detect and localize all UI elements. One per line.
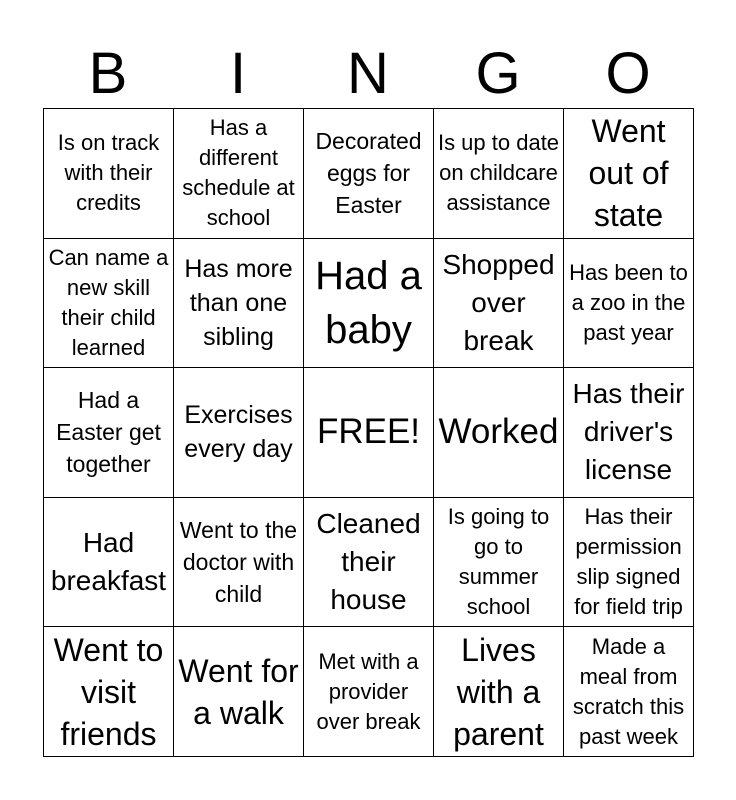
header-letter-i: I (229, 41, 247, 106)
bingo-cell-r5-c4[interactable]: Lives with a parent (434, 627, 564, 757)
bingo-cell-r2-c2[interactable]: Has more than one sibling (174, 239, 304, 369)
bingo-cell-r5-c1[interactable]: Went to visit friends (44, 627, 174, 757)
bingo-cell-r3-c3-free-space[interactable]: FREE! (304, 368, 434, 498)
bingo-cell-r1-c5[interactable]: Went out of state (564, 109, 694, 239)
bingo-cell-r2-c3[interactable]: Had a baby (304, 239, 434, 369)
header-letter-g: G (475, 41, 521, 106)
bingo-cell-r2-c1[interactable]: Can name a new skill their child learned (44, 239, 174, 369)
bingo-cell-r3-c4[interactable]: Worked (434, 368, 564, 498)
bingo-cell-r4-c4[interactable]: Is going to go to summer school (434, 498, 564, 628)
bingo-cell-r3-c2[interactable]: Exercises every day (174, 368, 304, 498)
bingo-cell-r5-c3[interactable]: Met with a provider over break (304, 627, 434, 757)
bingo-cell-r4-c1[interactable]: Had breakfast (44, 498, 174, 628)
bingo-cell-r2-c4[interactable]: Shopped over break (434, 239, 564, 369)
bingo-cell-r2-c5[interactable]: Has been to a zoo in the past year (564, 239, 694, 369)
bingo-cell-r5-c5[interactable]: Made a meal from scratch this past week (564, 627, 694, 757)
bingo-cell-r4-c2[interactable]: Went to the doctor with child (174, 498, 304, 628)
header-letter-b: B (88, 41, 128, 106)
bingo-cell-r5-c2[interactable]: Went for a walk (174, 627, 304, 757)
bingo-card (43, 108, 694, 757)
bingo-cell-r4-c5[interactable]: Has their permission slip signed for field trip (564, 498, 694, 628)
bingo-cell-r1-c2[interactable]: Has a different schedule at school (174, 109, 304, 239)
bingo-cell-r3-c1[interactable]: Had a Easter get together (44, 368, 174, 498)
bingo-cell-r4-c3[interactable]: Cleaned their house (304, 498, 434, 628)
bingo-cell-r1-c1[interactable]: Is on track with their credits (44, 109, 174, 239)
bingo-cell-r1-c3[interactable]: Decorated eggs for Easter (304, 109, 434, 239)
bingo-cell-r3-c5[interactable]: Has their driver's license (564, 368, 694, 498)
header-letter-o: O (605, 41, 651, 106)
header-letter-n: N (347, 41, 389, 106)
bingo-header (43, 40, 693, 108)
bingo-cell-r1-c4[interactable]: Is up to date on childcare assistance (434, 109, 564, 239)
